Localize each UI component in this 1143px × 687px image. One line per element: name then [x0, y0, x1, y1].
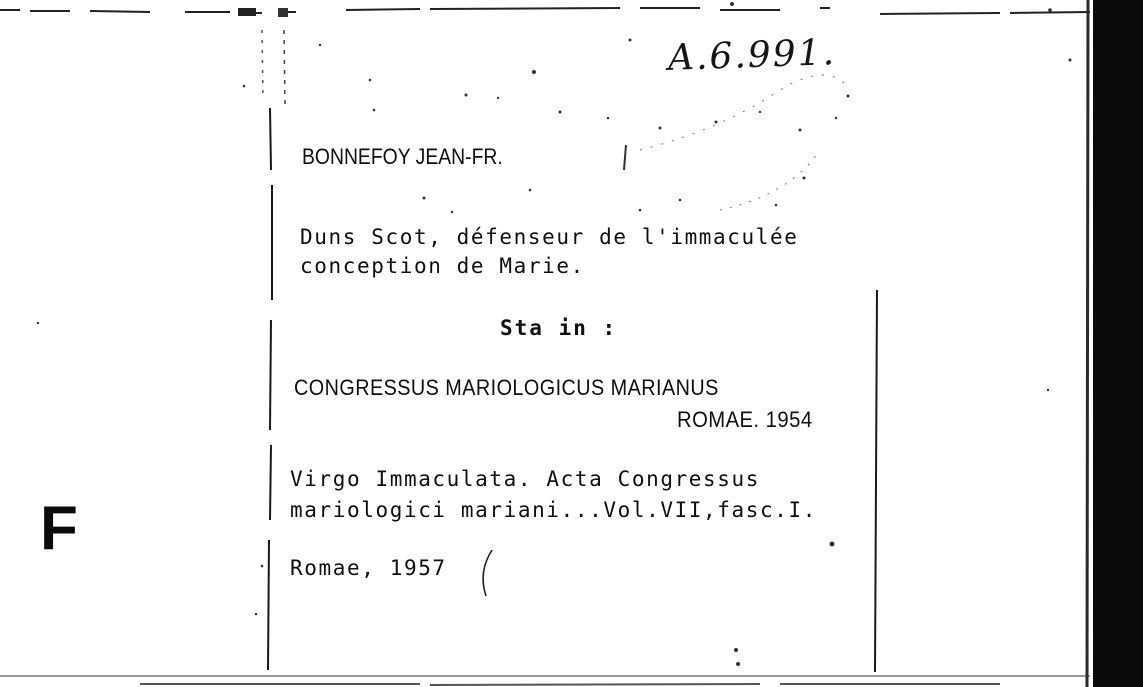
congress-place-year: ROMAE. 1954 — [677, 407, 813, 432]
faint-arc-marks-2 — [720, 150, 820, 210]
title-line-1: Duns Scot, défenseur de l'immaculée — [300, 225, 799, 249]
right-edge-bar — [1093, 0, 1143, 687]
right-edge-line — [1087, 0, 1088, 687]
series-line-1: Virgo Immaculata. Acta Congressus — [290, 467, 761, 491]
call-number: A.6.991. — [667, 32, 837, 79]
author-tick-mark — [624, 145, 626, 170]
author-heading: BONNEFOY JEAN-FR. — [302, 144, 503, 169]
card-left-border — [268, 108, 272, 670]
margin-letter: F — [40, 494, 79, 563]
card-left-border-upper — [284, 30, 285, 105]
faint-arc-marks — [640, 75, 850, 150]
bottom-edge-noise — [140, 684, 1000, 685]
top-edge-marks — [0, 8, 1090, 14]
top-edge-blob-2 — [278, 8, 288, 17]
title-line-2: conception de Marie. — [300, 254, 585, 278]
sta-in-label: Sta in : — [500, 316, 618, 340]
card-left-border-upper-2 — [262, 30, 263, 100]
card-right-border — [875, 290, 877, 672]
handwritten-paren — [483, 550, 492, 596]
top-edge-blob — [238, 8, 256, 16]
congress-name: CONGRESSUS MARIOLOGICUS MARIANUS — [294, 375, 719, 400]
imprint: Romae, 1957 — [290, 556, 447, 580]
series-line-2: mariologici mariani...Vol.VII,fasc.I. — [290, 498, 817, 522]
